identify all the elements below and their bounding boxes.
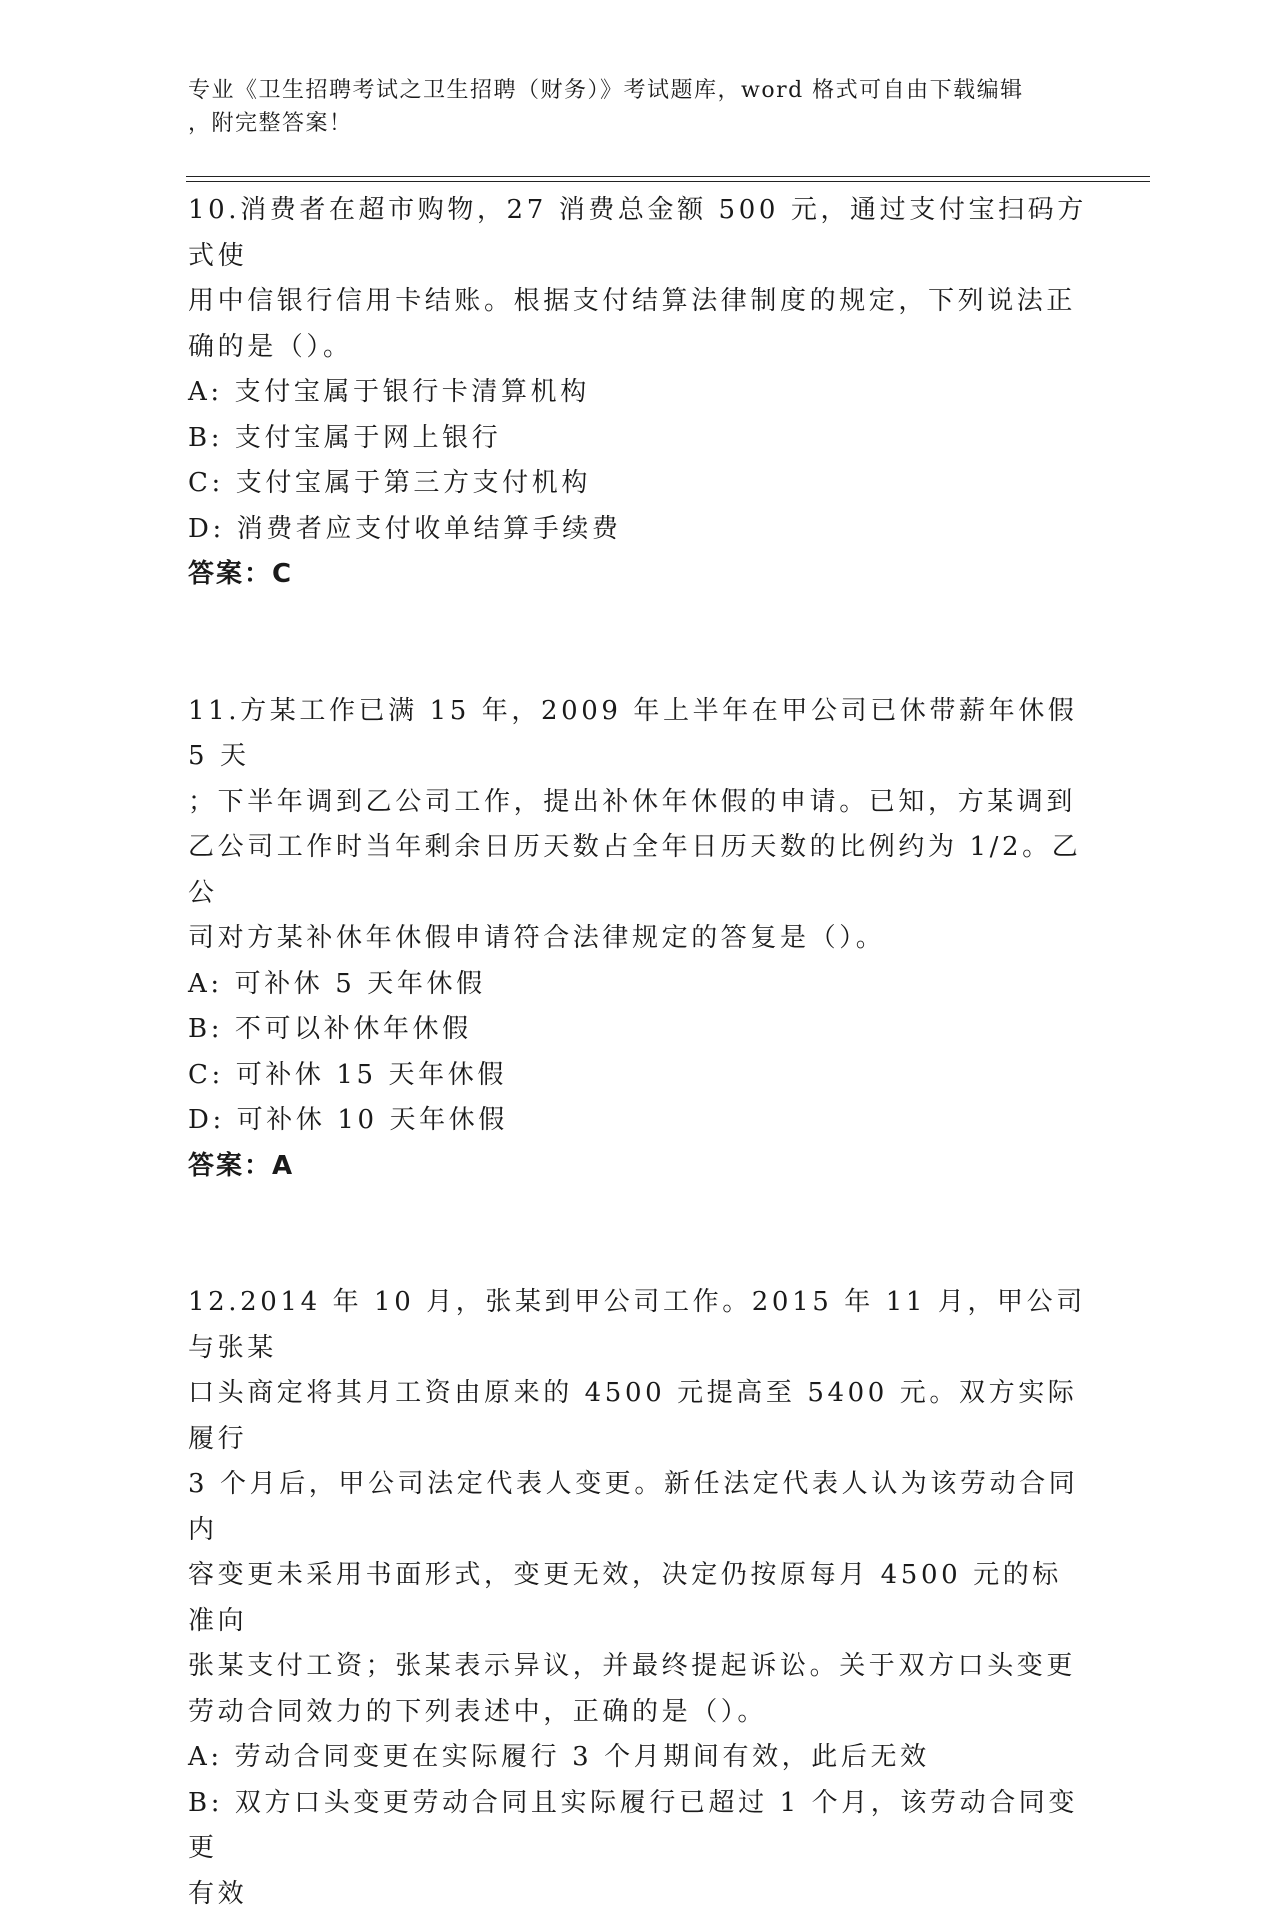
option-a: A: 可补休 5 天年休假 bbox=[188, 962, 1088, 1008]
question-stem: 11.方某工作已满 15 年，2009 年上半年在甲公司已休带薪年休假 5 天 ；下半年调到乙公司工作，提出补休年休假的申请。已知，方某调到 乙公司工作时当年剩余日历天数占全年日历天数的比例约为 1/2。乙公 司对方某补休年休假申请符合法律规定的答复是（）。 bbox=[188, 689, 1088, 962]
option-c: C: 可补休 15 天年休假 bbox=[188, 1053, 1088, 1099]
header-rule-top bbox=[186, 176, 1150, 177]
question-stem: 10.消费者在超市购物，27 消费总金额 500 元，通过支付宝扫码方式使 用中信银行信用卡结账。根据支付结算法律制度的规定，下列说法正 确的是（）。 bbox=[188, 188, 1088, 370]
option-b: B: 支付宝属于网上银行 bbox=[188, 416, 1088, 462]
question-spacer bbox=[188, 1189, 1088, 1280]
option-a: A: 劳动合同变更在实际履行 3 个月期间有效，此后无效 bbox=[188, 1735, 1088, 1781]
question-10 bbox=[188, 188, 1088, 598]
question-list bbox=[188, 188, 1088, 1917]
answer-label: 答案：C bbox=[188, 552, 1088, 598]
question-11 bbox=[188, 689, 1088, 1190]
document-header: 专业《卫生招聘考试之卫生招聘（财务）》考试题库，word 格式可自由下载编辑 ，附完整答案！ bbox=[188, 74, 1088, 140]
question-stem: 12.2014 年 10 月，张某到甲公司工作。2015 年 11 月，甲公司与张某 口头商定将其月工资由原来的 4500 元提高至 5400 元。双方实际履行 3 个月后，甲公司法定代表人变更。新任法定代表人认为该劳动合同内 容变更未采用书面形式，变更无效，决定仍按原每月 4500 元的标准向 张某支付工资；张某表示异议，并最终提起诉讼。关于双方口头变更 劳动合同效力的下列表述中，正确的是（）。 bbox=[188, 1280, 1088, 1735]
option-c: C: 支付宝属于第三方支付机构 bbox=[188, 461, 1088, 507]
question-12 bbox=[188, 1280, 1088, 1917]
header-rule-bottom bbox=[186, 181, 1150, 182]
answer-label: 答案：A bbox=[188, 1144, 1088, 1190]
option-d: D: 消费者应支付收单结算手续费 bbox=[188, 507, 1088, 553]
option-b: B: 双方口头变更劳动合同且实际履行已超过 1 个月，该劳动合同变更 有效 bbox=[188, 1781, 1088, 1917]
option-d: D: 可补休 10 天年休假 bbox=[188, 1098, 1088, 1144]
option-b: B: 不可以补休年休假 bbox=[188, 1007, 1088, 1053]
option-a: A: 支付宝属于银行卡清算机构 bbox=[188, 370, 1088, 416]
question-spacer bbox=[188, 598, 1088, 689]
